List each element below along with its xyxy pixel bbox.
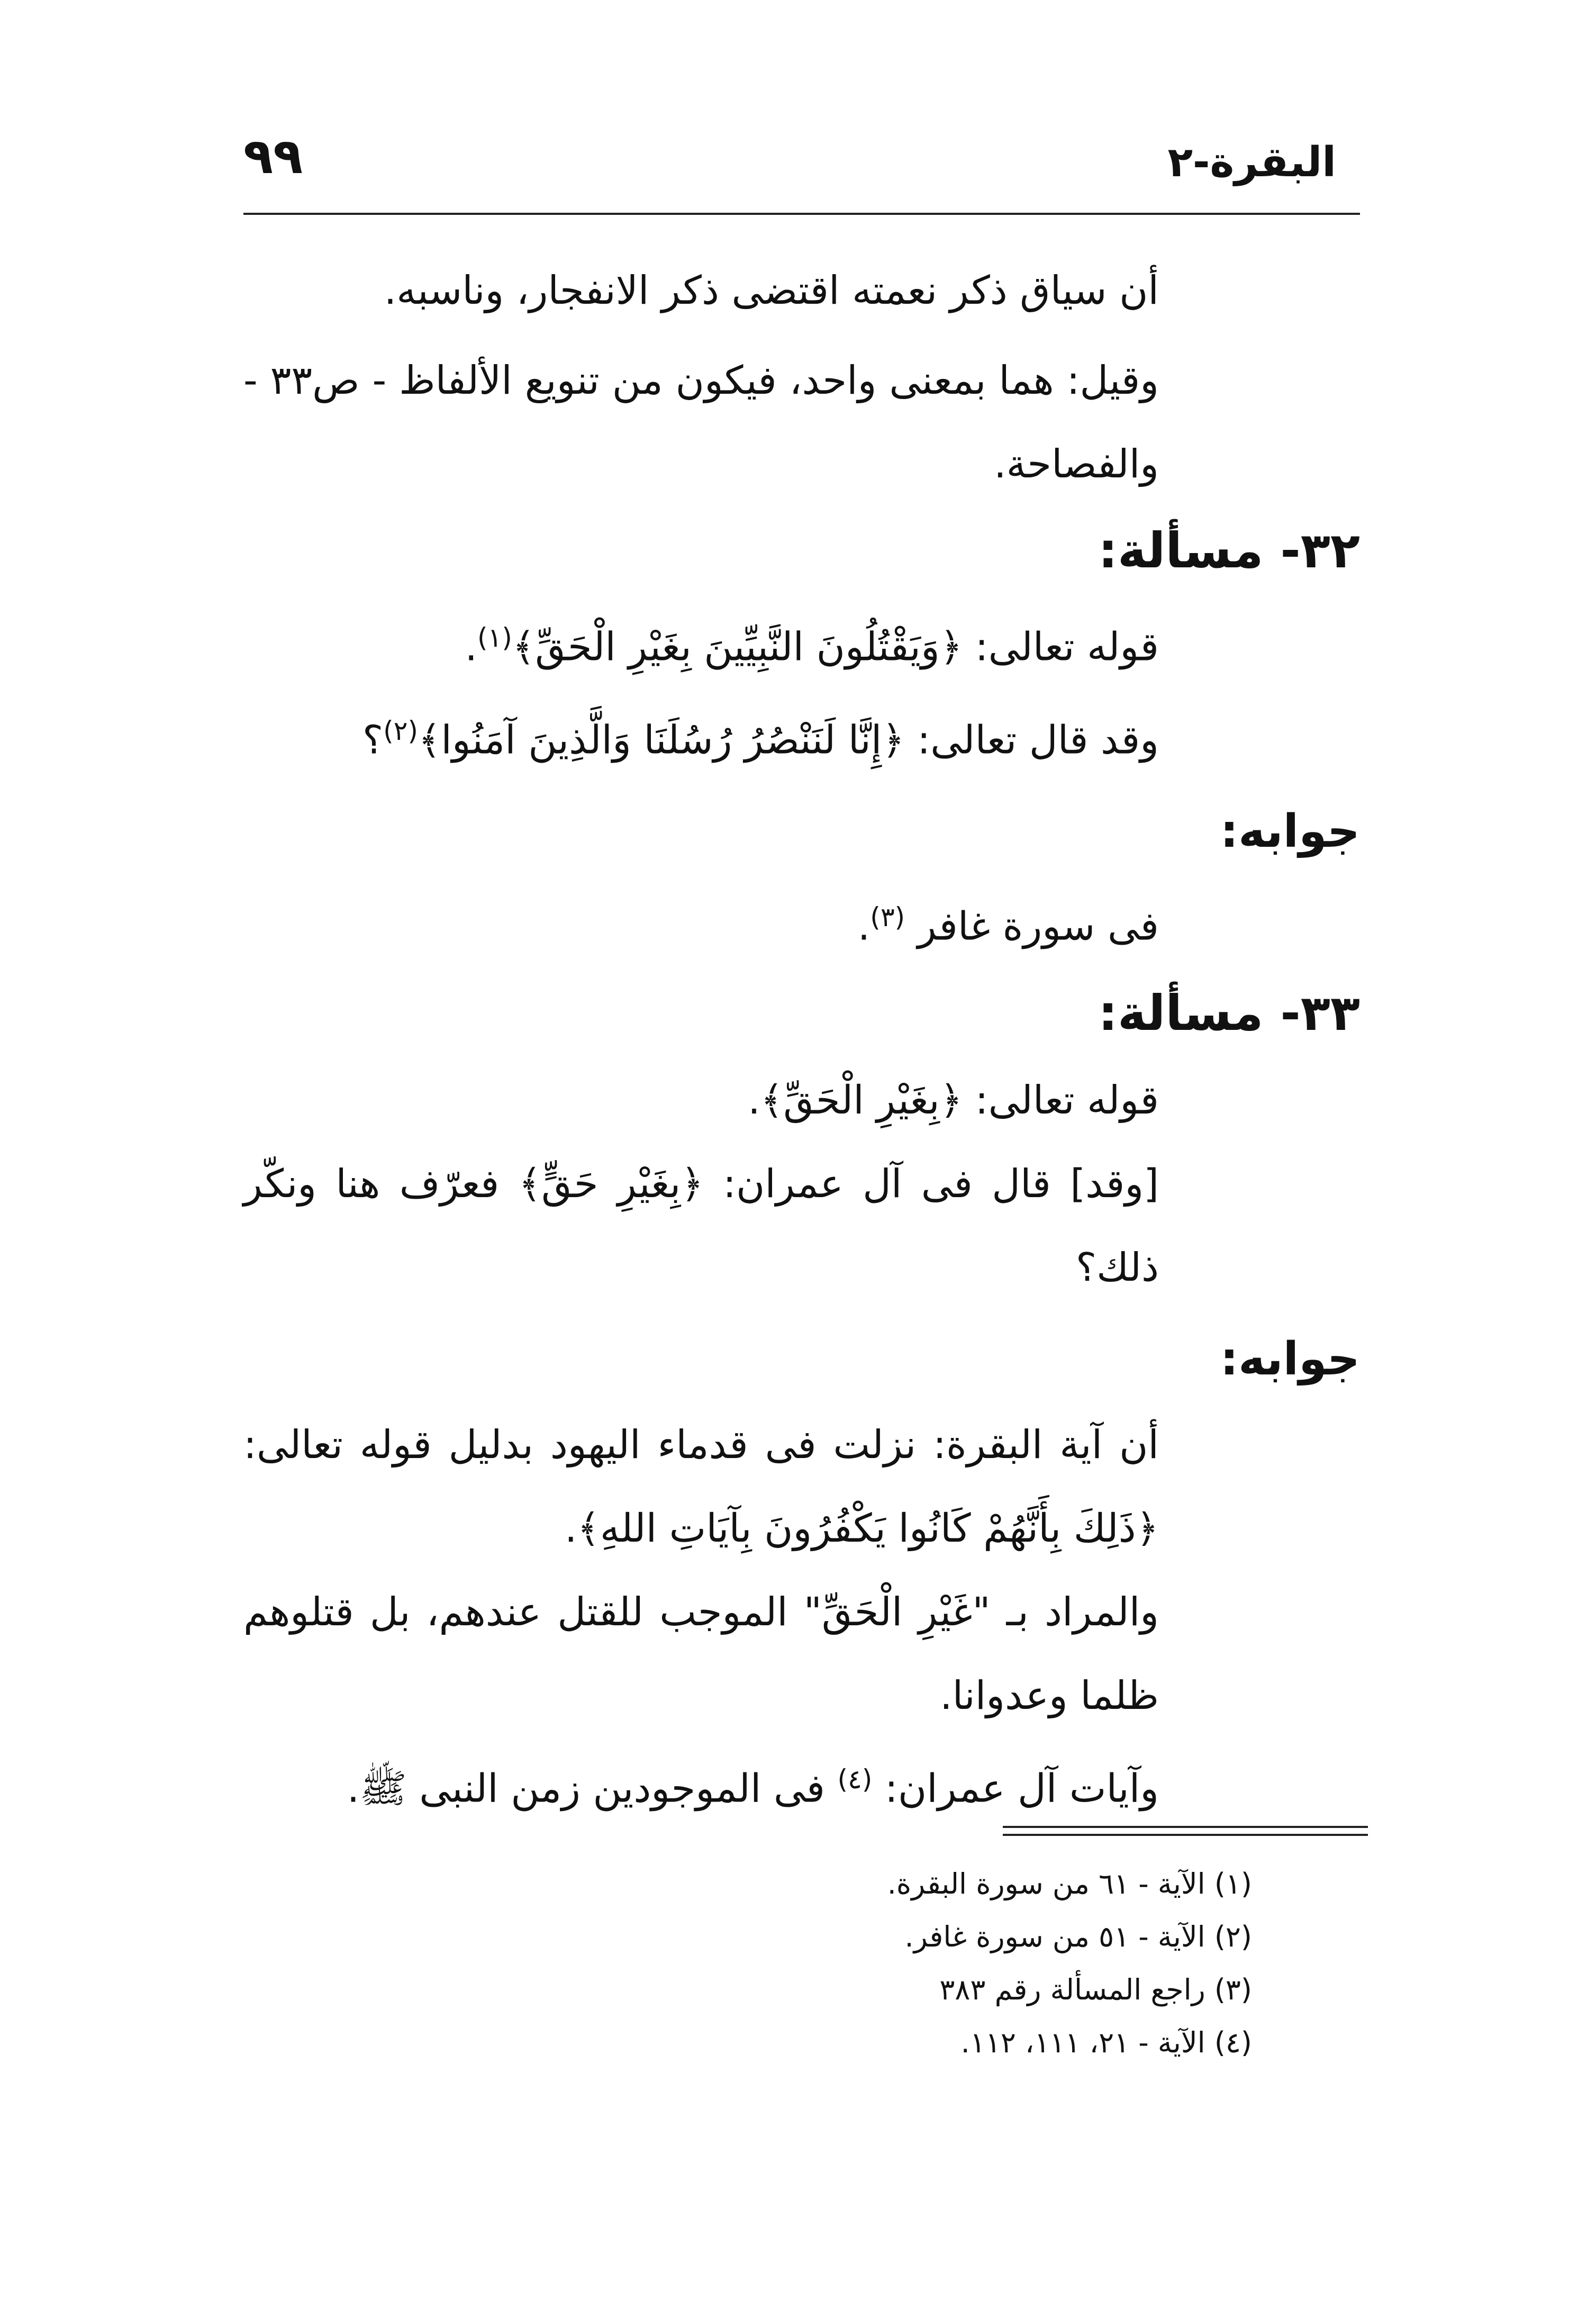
footnote-4: (٤) الآية - ٢١، ١١١، ١١٢.: [960, 2026, 1252, 2059]
quran-quote: ﴿بِغَيْرِ حَقٍّ﴾: [518, 1161, 704, 1207]
answer-1-suffix: .: [564, 1505, 577, 1551]
page-header: [243, 128, 1360, 207]
answer-suffix: .: [857, 903, 870, 949]
question-2-suffix: فعرّف هنا ونكّر ذلك؟: [243, 1161, 1159, 1290]
footnote-ref-4: (٤): [837, 1763, 873, 1795]
page-number: ٩٩: [243, 128, 303, 185]
section-33-answer-heading: جوابه:: [1220, 1332, 1360, 1386]
section-32-answer-heading: جوابه:: [1220, 805, 1360, 858]
question-1-prefix: قوله تعالى:: [963, 1077, 1159, 1123]
footnote-ref-2: (٢): [383, 715, 419, 746]
paragraph-1: أن سياق ذكر نعمته اقتضى ذكر الانفجار، وناسبه.: [384, 268, 1159, 313]
quran-quote: ﴿وَيَقْتُلُونَ النَّبِيِّينَ بِغَيْرِ الْحَقِّ﴾: [512, 624, 963, 670]
question-2-suffix: ؟: [362, 717, 384, 763]
section-32-question-1: [243, 596, 1159, 689]
question-2-prefix: وقد قال تعالى:: [904, 717, 1159, 763]
quran-quote: ﴿بِغَيْرِ الْحَقِّ﴾: [760, 1077, 963, 1123]
answer-1-prefix: أن آية البقرة: نزلت فى قدماء اليهود بدليل قوله تعالى:: [243, 1422, 1159, 1468]
footnote-2: (٢) الآية - ٥١ من سورة غافر.: [904, 1920, 1252, 1953]
footnote-ref-1: (١): [477, 622, 512, 653]
footnotes: [776, 1858, 1252, 2069]
header-divider: [243, 213, 1360, 215]
answer-3-suffix: فى الموجودين زمن النبى ﷺ.: [347, 1766, 838, 1812]
section-32-answer: [243, 875, 1159, 969]
question-1-suffix: .: [465, 624, 477, 670]
footnote-3: (٣) راجع المسألة رقم ٣٨٣: [939, 1973, 1252, 2006]
section-32-question-2: [243, 689, 1159, 782]
footnote-divider: [1003, 1826, 1368, 1828]
footnote-divider: [1003, 1834, 1368, 1836]
answer-3-prefix: وآيات آل عمران:: [872, 1766, 1159, 1812]
quran-quote: ﴿إِنَّا لَنَنْصُرُ رُسُلَنَا وَالَّذِينَ آمَنُوا﴾: [418, 717, 905, 763]
section-33-question-1: [243, 1058, 1159, 1142]
section-33-answer-1: [243, 1403, 1159, 1570]
section-32-heading: ٣٢- مسألة:: [1098, 522, 1360, 579]
paragraph-2: وقيل: هما بمعنى واحد، فيكون من تنويع الألفاظ - ص٣٣ - والفصاحة.: [243, 358, 1159, 487]
section-33-heading: ٣٣- مسألة:: [1098, 984, 1360, 1042]
question-1-suffix: .: [748, 1077, 760, 1123]
footnote-1: (١) الآية - ٦١ من سورة البقرة.: [887, 1867, 1252, 1900]
question-1-prefix: قوله تعالى:: [963, 624, 1159, 670]
page-body: [243, 249, 1360, 1831]
footnote-ref-3: (٣): [870, 902, 905, 933]
section-33-answer-2: والمراد بـ "غَيْرِ الْحَقِّ" الموجب للقتل عندهم، بل قتلوهم ظلما وعدوانا.: [243, 1589, 1159, 1718]
answer-prefix: فى سورة غافر: [905, 903, 1159, 949]
question-2-prefix: [وقد] قال فى آل عمران:: [703, 1161, 1159, 1207]
running-title: البقرة-٢: [1167, 139, 1336, 186]
section-33-answer-3: [243, 1737, 1159, 1831]
quran-quote: ﴿ذَلِكَ بِأَنَّهُمْ كَانُوا يَكْفُرُونَ بِآيَاتِ اللهِ﴾: [577, 1505, 1159, 1551]
section-33-question-2: [243, 1142, 1159, 1309]
